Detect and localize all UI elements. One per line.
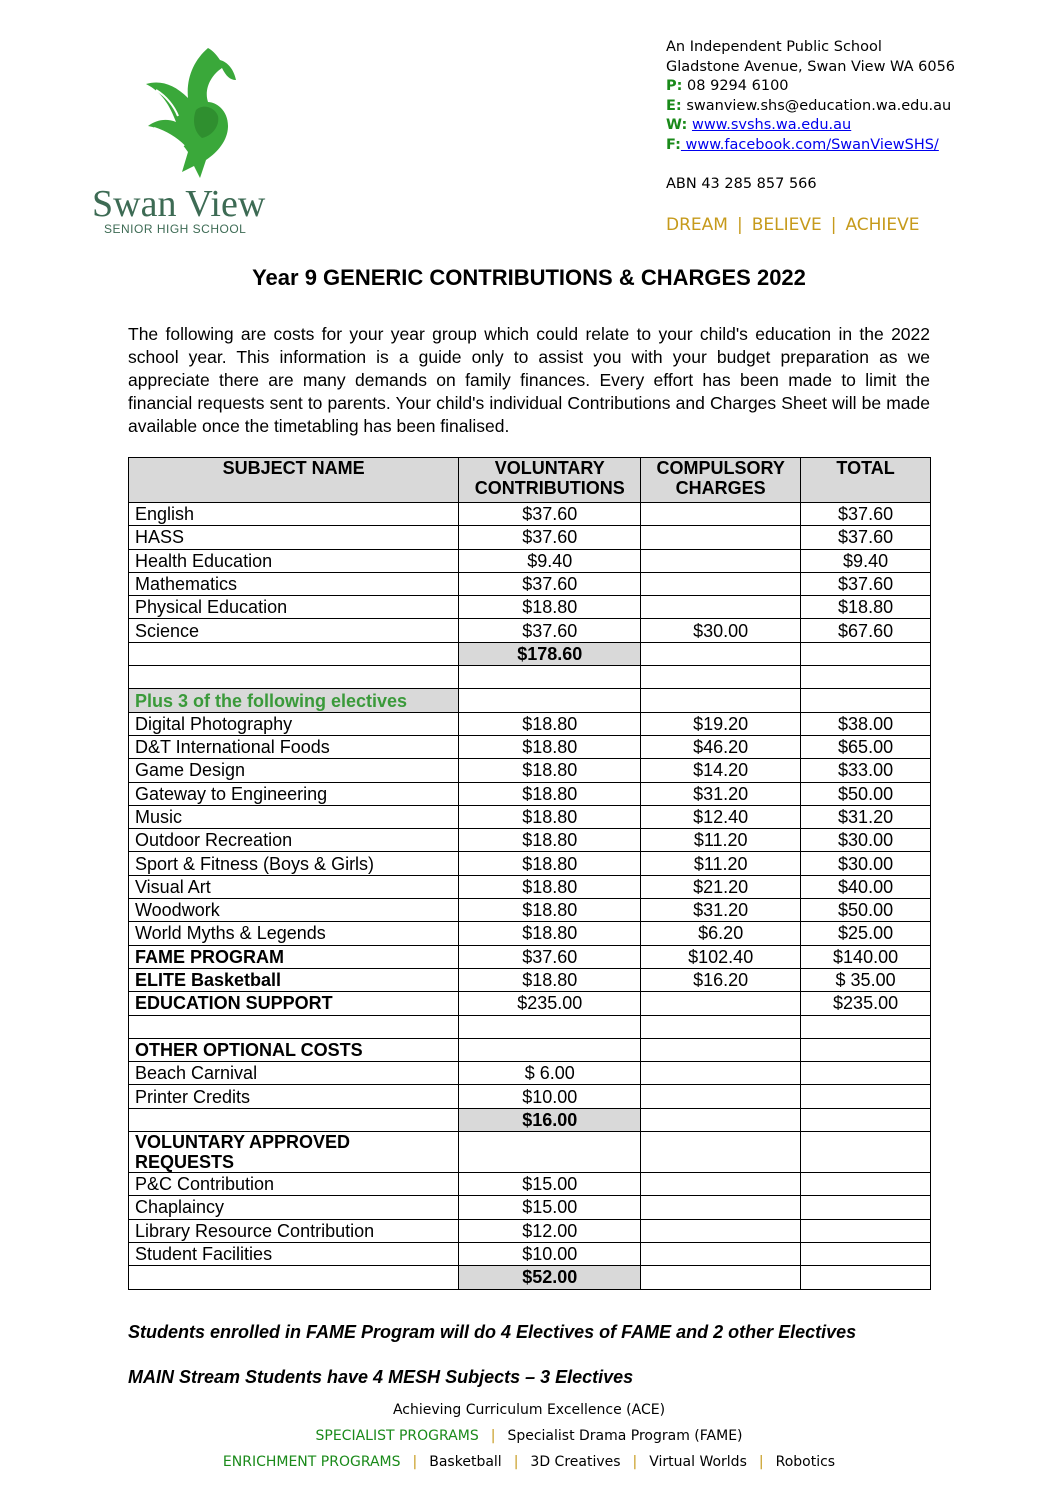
total-cell: $9.40 (801, 549, 931, 572)
compulsory-cell (641, 503, 801, 526)
compulsory-cell (641, 1015, 801, 1038)
header-compulsory-charges: COMPULSORY CHARGES (641, 458, 801, 503)
table-row (129, 735, 931, 758)
subject-name-cell: Plus 3 of the following electives (129, 689, 459, 712)
subject-name-cell: Game Design (129, 759, 459, 782)
table-row (129, 922, 931, 945)
table-row (129, 782, 931, 805)
table-row (129, 1085, 931, 1108)
subject-name-cell: HASS (129, 526, 459, 549)
total-cell: $50.00 (801, 899, 931, 922)
voluntary-cell: $18.80 (459, 712, 641, 735)
table-row (129, 1132, 931, 1173)
costs-table (128, 457, 931, 1290)
contact-block (666, 38, 955, 155)
voluntary-cell: $37.60 (459, 526, 641, 549)
compulsory-cell (641, 549, 801, 572)
table-row (129, 642, 931, 665)
facebook-label: F: (666, 136, 681, 153)
table-row (129, 759, 931, 782)
table-row (129, 526, 931, 549)
table-row (129, 1108, 931, 1131)
compulsory-cell: $11.20 (641, 852, 801, 875)
compulsory-cell (641, 1242, 801, 1265)
total-cell (801, 1062, 931, 1085)
total-cell (801, 1196, 931, 1219)
voluntary-cell (459, 1038, 641, 1061)
phone-label: P: (666, 78, 683, 94)
compulsory-cell (641, 1132, 801, 1173)
voluntary-cell: $37.60 (459, 572, 641, 595)
contact-phone (666, 77, 955, 97)
total-cell: $235.00 (801, 992, 931, 1015)
table-row (129, 666, 931, 689)
total-cell (801, 1015, 931, 1038)
voluntary-cell: $16.00 (459, 1108, 641, 1131)
voluntary-cell: $12.00 (459, 1219, 641, 1242)
voluntary-cell: $18.80 (459, 759, 641, 782)
compulsory-cell: $19.20 (641, 712, 801, 735)
voluntary-cell: $18.80 (459, 875, 641, 898)
total-cell: $50.00 (801, 782, 931, 805)
compulsory-cell: $102.40 (641, 945, 801, 968)
enrichment-item: Basketball (429, 1454, 502, 1470)
footer-separator: | (490, 1428, 496, 1444)
page-title: Year 9 GENERIC CONTRIBUTIONS & CHARGES 2022 (252, 265, 806, 290)
table-row (129, 503, 931, 526)
total-cell (801, 1242, 931, 1265)
voluntary-cell: $18.80 (459, 829, 641, 852)
enrichment-item: 3D Creatives (530, 1454, 621, 1470)
subject-name-cell (129, 1108, 459, 1131)
voluntary-cell: $10.00 (459, 1085, 641, 1108)
enrichment-label: ENRICHMENT PROGRAMS (222, 1454, 401, 1470)
total-cell (801, 1085, 931, 1108)
enrichment-item: Virtual Worlds (649, 1454, 747, 1470)
subject-name-cell: English (129, 503, 459, 526)
subject-name-cell: Digital Photography (129, 712, 459, 735)
intro-paragraph: The following are costs for your year group which could relate to your child's education in the 2022 school year. This information is a guide only to assist you with your budget preparation as we appreciate there are many demands on family finances. Every effort has been made to limit the financial requests sent to parents. Your child's individual Contributions and Charges Sheet will be made available once the timetabling has been finalised. (128, 324, 930, 436)
table-row (129, 1219, 931, 1242)
total-cell: $ 35.00 (801, 968, 931, 991)
compulsory-cell (641, 689, 801, 712)
subject-name-cell: Library Resource Contribution (129, 1219, 459, 1242)
voluntary-cell: $15.00 (459, 1173, 641, 1196)
email-label: E: (666, 97, 682, 114)
total-cell: $37.60 (801, 572, 931, 595)
header-subject-name: SUBJECT NAME (129, 458, 459, 503)
compulsory-cell: $31.20 (641, 782, 801, 805)
footer-ace: Achieving Curriculum Excellence (ACE) (392, 1402, 666, 1418)
voluntary-cell (459, 666, 641, 689)
table-row (129, 1015, 931, 1038)
motto-separator: | (830, 215, 837, 235)
table-row (129, 1062, 931, 1085)
compulsory-cell: $46.20 (641, 735, 801, 758)
fame-note: Students enrolled in FAME Program will do 4 Electives of FAME and 2 other Electives (128, 1322, 857, 1342)
total-cell (801, 1108, 931, 1131)
table-header-row (129, 458, 931, 503)
specialist-item: Specialist Drama Program (FAME) (507, 1428, 743, 1444)
total-cell: $30.00 (801, 852, 931, 875)
voluntary-cell: $178.60 (459, 642, 641, 665)
total-cell (801, 1173, 931, 1196)
subject-name-cell: Chaplaincy (129, 1196, 459, 1219)
footer-separator: | (412, 1454, 418, 1470)
table-row (129, 829, 931, 852)
total-cell: $38.00 (801, 712, 931, 735)
subject-name-cell: World Myths & Legends (129, 922, 459, 945)
motto-achieve: ACHIEVE (845, 215, 920, 235)
voluntary-cell: $37.60 (459, 945, 641, 968)
compulsory-cell (641, 1196, 801, 1219)
table-row (129, 1242, 931, 1265)
table-row (129, 1196, 931, 1219)
compulsory-cell (641, 642, 801, 665)
phone-value: 08 9294 6100 (687, 78, 789, 94)
contact-facebook (666, 136, 955, 156)
compulsory-cell (641, 1038, 801, 1061)
logo-name: Swan View (92, 183, 266, 225)
subject-name-cell: Student Facilities (129, 1242, 459, 1265)
footer-separator: | (758, 1454, 764, 1470)
voluntary-cell: $235.00 (459, 992, 641, 1015)
subject-name-cell (129, 666, 459, 689)
specialist-label: SPECIALIST PROGRAMS (315, 1428, 479, 1444)
table-row (129, 596, 931, 619)
compulsory-cell (641, 1062, 801, 1085)
voluntary-cell: $18.80 (459, 852, 641, 875)
footer-specialist (0, 1428, 1058, 1444)
school-logo (88, 40, 288, 240)
logo-subtitle: SENIOR HIGH SCHOOL (104, 222, 247, 236)
abn-number: ABN 43 285 857 566 (666, 176, 817, 192)
subject-name-cell (129, 1015, 459, 1038)
compulsory-cell (641, 1108, 801, 1131)
voluntary-cell: $37.60 (459, 619, 641, 642)
voluntary-cell: $18.80 (459, 922, 641, 945)
compulsory-cell (641, 572, 801, 595)
enrichment-item: Robotics (775, 1454, 836, 1470)
total-cell (801, 1038, 931, 1061)
subject-name-cell: Sport & Fitness (Boys & Girls) (129, 852, 459, 875)
total-cell (801, 666, 931, 689)
subject-name-cell: D&T International Foods (129, 735, 459, 758)
subject-name-cell: Outdoor Recreation (129, 829, 459, 852)
compulsory-cell: $6.20 (641, 922, 801, 945)
subject-name-cell: EDUCATION SUPPORT (129, 992, 459, 1015)
subject-name-cell (129, 642, 459, 665)
subject-name-cell: Physical Education (129, 596, 459, 619)
voluntary-cell: $18.80 (459, 805, 641, 828)
compulsory-cell (641, 1173, 801, 1196)
swan-icon (136, 40, 246, 180)
footer-separator: | (632, 1454, 638, 1470)
table-row (129, 899, 931, 922)
compulsory-cell (641, 1219, 801, 1242)
contact-address: Gladstone Avenue, Swan View WA 6056 (666, 58, 956, 75)
compulsory-cell (641, 992, 801, 1015)
total-cell: $140.00 (801, 945, 931, 968)
voluntary-cell (459, 1132, 641, 1173)
table-row (129, 875, 931, 898)
mainstream-note: MAIN Stream Students have 4 MESH Subjects – 3 Electives (128, 1367, 634, 1387)
voluntary-cell: $18.80 (459, 899, 641, 922)
voluntary-cell (459, 1015, 641, 1038)
total-cell: $37.60 (801, 503, 931, 526)
contact-line-1: An Independent Public School (666, 39, 882, 55)
footer-enrichment (0, 1454, 1058, 1470)
subject-name-cell: FAME PROGRAM (129, 945, 459, 968)
table-row (129, 968, 931, 991)
subject-name-cell: ELITE Basketball (129, 968, 459, 991)
school-motto (666, 215, 920, 235)
subject-name-cell: Gateway to Engineering (129, 782, 459, 805)
motto-separator: | (736, 215, 743, 235)
subject-name-cell: OTHER OPTIONAL COSTS (129, 1038, 459, 1061)
subject-name-cell: VOLUNTARY APPROVED REQUESTS (129, 1132, 459, 1173)
voluntary-cell: $ 6.00 (459, 1062, 641, 1085)
subject-name-cell (129, 1266, 459, 1289)
total-cell: $25.00 (801, 922, 931, 945)
website-link[interactable]: www.svshs.wa.edu.au (691, 117, 852, 133)
compulsory-cell (641, 666, 801, 689)
compulsory-cell: $16.20 (641, 968, 801, 991)
table-row (129, 805, 931, 828)
compulsory-cell (641, 596, 801, 619)
voluntary-cell: $52.00 (459, 1266, 641, 1289)
table-row (129, 1266, 931, 1289)
facebook-link[interactable]: www.facebook.com/SwanViewSHS/ (680, 136, 939, 153)
subject-name-cell: Science (129, 619, 459, 642)
total-cell (801, 1219, 931, 1242)
total-cell: $31.20 (801, 805, 931, 828)
voluntary-cell (459, 689, 641, 712)
email-value: swanview.shs@education.wa.edu.au (686, 97, 952, 114)
compulsory-cell: $14.20 (641, 759, 801, 782)
compulsory-cell: $30.00 (641, 619, 801, 642)
header-total: TOTAL (801, 458, 931, 503)
voluntary-cell: $15.00 (459, 1196, 641, 1219)
total-cell: $67.60 (801, 619, 931, 642)
voluntary-cell: $18.80 (459, 782, 641, 805)
voluntary-cell: $37.60 (459, 503, 641, 526)
subject-name-cell: Printer Credits (129, 1085, 459, 1108)
header-voluntary-contributions: VOLUNTARY CONTRIBUTIONS (459, 458, 641, 503)
subject-name-cell: Woodwork (129, 899, 459, 922)
total-cell: $65.00 (801, 735, 931, 758)
subject-name-cell: P&C Contribution (129, 1173, 459, 1196)
table-row (129, 572, 931, 595)
total-cell (801, 1266, 931, 1289)
total-cell (801, 642, 931, 665)
footer-separator: | (513, 1454, 519, 1470)
subject-name-cell: Beach Carnival (129, 1062, 459, 1085)
table-row (129, 1173, 931, 1196)
table-row (129, 992, 931, 1015)
table-row (129, 619, 931, 642)
voluntary-cell: $18.80 (459, 968, 641, 991)
table-row (129, 1038, 931, 1061)
total-cell (801, 1132, 931, 1173)
compulsory-cell: $21.20 (641, 875, 801, 898)
compulsory-cell (641, 1085, 801, 1108)
table-row (129, 945, 931, 968)
total-cell: $30.00 (801, 829, 931, 852)
compulsory-cell: $11.20 (641, 829, 801, 852)
contact-web (666, 116, 955, 136)
web-label: W: (666, 117, 688, 133)
subject-name-cell: Mathematics (129, 572, 459, 595)
compulsory-cell (641, 1266, 801, 1289)
table-row (129, 689, 931, 712)
subject-name-cell: Health Education (129, 549, 459, 572)
contact-email (666, 97, 955, 117)
voluntary-cell: $10.00 (459, 1242, 641, 1265)
total-cell: $37.60 (801, 526, 931, 549)
voluntary-cell: $18.80 (459, 596, 641, 619)
table-row (129, 852, 931, 875)
compulsory-cell (641, 526, 801, 549)
total-cell: $18.80 (801, 596, 931, 619)
motto-believe: BELIEVE (751, 215, 822, 235)
total-cell: $33.00 (801, 759, 931, 782)
motto-dream: DREAM (666, 215, 728, 235)
subject-name-cell: Visual Art (129, 875, 459, 898)
table-row (129, 549, 931, 572)
total-cell (801, 689, 931, 712)
voluntary-cell: $18.80 (459, 735, 641, 758)
table-row (129, 712, 931, 735)
subject-name-cell: Music (129, 805, 459, 828)
voluntary-cell: $9.40 (459, 549, 641, 572)
compulsory-cell: $12.40 (641, 805, 801, 828)
compulsory-cell: $31.20 (641, 899, 801, 922)
total-cell: $40.00 (801, 875, 931, 898)
